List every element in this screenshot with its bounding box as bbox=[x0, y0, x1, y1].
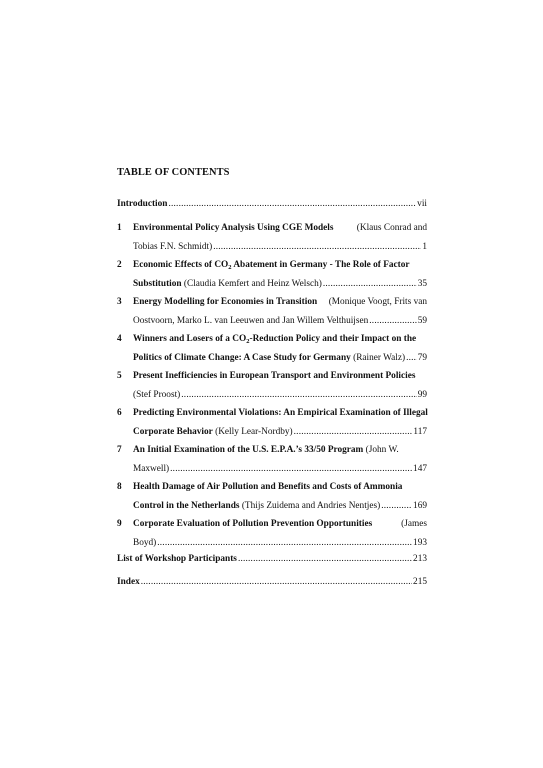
chapter-number: 4 bbox=[117, 334, 122, 344]
toc-entry-chapter-5[interactable] bbox=[117, 367, 427, 405]
chapter-authors: (Klaus Conrad and bbox=[356, 223, 427, 233]
dot-leader bbox=[213, 238, 421, 257]
page-number: 215 bbox=[413, 577, 427, 587]
chapter-authors: (James bbox=[401, 519, 427, 529]
chapter-title-cont: Politics of Climate Change: A Case Study for Germany bbox=[133, 353, 351, 363]
chapter-number: 6 bbox=[117, 408, 122, 418]
chapter-title: Environmental Policy Analysis Using CGE Models bbox=[133, 223, 334, 233]
chapter-number: 1 bbox=[117, 223, 122, 233]
chapter-authors-cont: Boyd) bbox=[133, 538, 157, 548]
entry-title: Introduction bbox=[117, 199, 168, 209]
chapter-authors-cont: Maxwell) bbox=[133, 464, 170, 474]
chapter-authors: (Kelly Lear-Nordby) bbox=[215, 427, 293, 437]
chapter-title: Predicting Environmental Violations: An Empirical Examination of Illegal bbox=[133, 408, 428, 418]
chapter-title: Economic Effects of $CO_2$ Abatement in Germany - The Role of Factor bbox=[133, 260, 410, 271]
page-number: 35 bbox=[417, 279, 427, 289]
chapter-authors-cont: Tobias F.N. Schmidt) bbox=[133, 242, 213, 252]
chapter-number: 3 bbox=[117, 297, 122, 307]
chapter-title: Energy Modelling for Economies in Transition bbox=[133, 297, 318, 307]
dot-leader bbox=[238, 550, 412, 569]
chapter-number: 7 bbox=[117, 445, 122, 455]
chapter-title: Winners and Losers of a $CO_2$-Reduction Policy and their Impact on the bbox=[133, 334, 417, 345]
page-number: vii bbox=[417, 199, 427, 209]
page-number: 59 bbox=[417, 316, 427, 326]
page-number: 147 bbox=[413, 464, 427, 474]
chapter-title: Present Inefficiencies in European Transport and Environment Policies bbox=[133, 371, 416, 381]
chapter-authors: (Monique Voogt, Frits van bbox=[328, 297, 427, 307]
chapter-authors-cont: Oostvoorn, Marko L. van Leeuwen and Jan Willem Velthuijsen bbox=[133, 316, 369, 326]
chapter-title: An Initial Examination of the U.S. E.P.A.’s 33/50 Program bbox=[133, 445, 364, 455]
toc-entry-chapter-3[interactable] bbox=[117, 293, 427, 331]
dot-leader bbox=[168, 195, 416, 214]
chapter-title-cont: Corporate Behavior bbox=[133, 427, 213, 437]
dot-leader bbox=[369, 312, 416, 331]
chapter-title: Corporate Evaluation of Pollution Prevention Opportunities bbox=[133, 519, 373, 529]
toc-entry-participants[interactable] bbox=[117, 550, 427, 569]
chapter-title-cont: Control in the Netherlands bbox=[133, 501, 240, 511]
dot-leader bbox=[406, 349, 417, 368]
dot-leader bbox=[381, 497, 412, 516]
page-number: 99 bbox=[417, 390, 427, 400]
chapter-title-cont: Substitution bbox=[133, 279, 182, 289]
toc-entry-introduction[interactable] bbox=[117, 195, 427, 214]
chapter-authors: (Claudia Kemfert and Heinz Welsch) bbox=[183, 279, 322, 289]
page-number: 117 bbox=[413, 427, 427, 437]
toc-entry-chapter-6[interactable] bbox=[117, 404, 427, 442]
dot-leader bbox=[170, 460, 412, 479]
page-number: 79 bbox=[417, 353, 427, 363]
chapter-authors: (Rainer Walz) bbox=[353, 353, 406, 363]
chapter-authors: (Thijs Zuidema and Andries Nentjes) bbox=[241, 501, 381, 511]
chapter-title: Health Damage of Air Pollution and Benefits and Costs of Ammonia bbox=[133, 482, 403, 492]
chapter-number: 5 bbox=[117, 371, 122, 381]
chapter-number: 9 bbox=[117, 519, 122, 529]
toc-entry-chapter-9[interactable] bbox=[117, 515, 427, 553]
entry-title: Index bbox=[117, 577, 140, 587]
toc-entry-chapter-1[interactable] bbox=[117, 219, 427, 257]
toc-entry-index[interactable] bbox=[117, 573, 427, 592]
toc-entry-chapter-4[interactable] bbox=[117, 330, 427, 368]
chapter-number: 8 bbox=[117, 482, 122, 492]
toc-entry-chapter-7[interactable] bbox=[117, 441, 427, 479]
chapter-authors: (Stef Proost) bbox=[133, 390, 181, 400]
page-number: 193 bbox=[413, 538, 427, 548]
entry-title: List of Workshop Participants bbox=[117, 554, 237, 564]
page-number: 1 bbox=[422, 242, 427, 252]
toc-heading: TABLE OF CONTENTS bbox=[117, 167, 230, 178]
chapter-number: 2 bbox=[117, 260, 122, 270]
dot-leader bbox=[323, 275, 417, 294]
dot-leader bbox=[181, 386, 416, 405]
page-number: 169 bbox=[413, 501, 427, 511]
chapter-authors: (John W. bbox=[365, 445, 399, 455]
page-number: 213 bbox=[413, 554, 427, 564]
dot-leader bbox=[141, 573, 412, 592]
toc-entry-chapter-8[interactable] bbox=[117, 478, 427, 516]
dot-leader bbox=[294, 423, 413, 442]
toc-entry-chapter-2[interactable] bbox=[117, 256, 427, 294]
